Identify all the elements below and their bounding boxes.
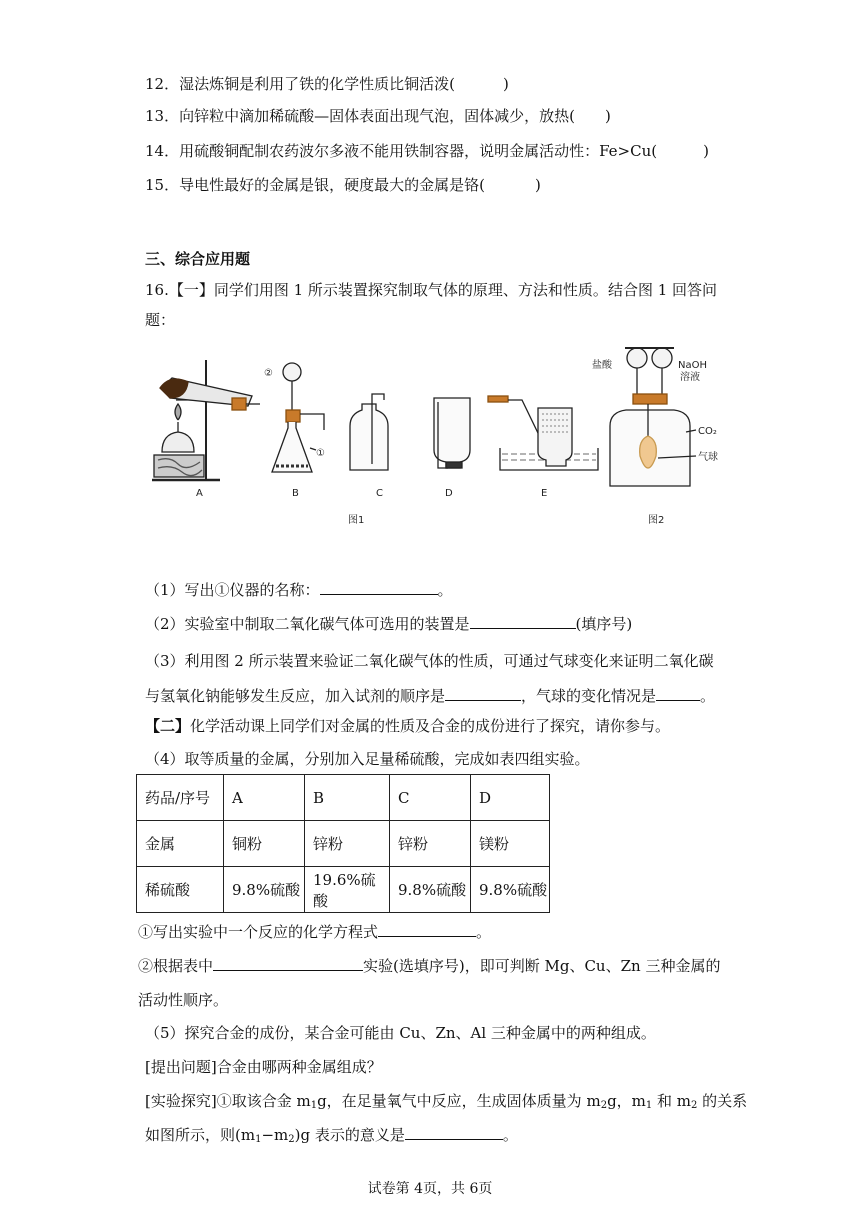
fig1-caption: 图1 xyxy=(348,515,365,526)
q16-part-3-text-b: ，气球的变化情况是 xyxy=(521,687,657,705)
table-cell: 镁粉 xyxy=(471,821,550,867)
question-12-text: 12．湿法炼铜是利用了铁的化学性质比铜活泼( xyxy=(145,75,455,93)
question-12-close: ) xyxy=(502,75,509,93)
q16-part-4-1 xyxy=(138,922,491,942)
exp-text-e: 的关系 xyxy=(697,1092,748,1110)
q16-part-4-2-cont: 活动性顺序。 xyxy=(138,991,229,1009)
exp-text-b: g，在足量氧气中反应，生成固体质量为 m xyxy=(317,1092,601,1110)
question-15-text: 15．导电性最好的金属是银，硬度最大的金属是铬( xyxy=(145,176,485,194)
fig2-caption: 图2 xyxy=(648,515,665,526)
exp2-text-b: −m xyxy=(261,1126,289,1144)
label-d: D xyxy=(445,488,453,499)
q16-part-5-question: [提出问题]合金由哪两种金属组成？ xyxy=(145,1058,382,1076)
table-cell: 锌粉 xyxy=(390,821,471,867)
marker-2: ② xyxy=(264,368,273,379)
answer-blank-2[interactable] xyxy=(470,614,576,629)
apparatus-figure xyxy=(140,330,720,530)
table-row xyxy=(137,867,550,913)
q16-intro-line-2: 题： xyxy=(145,311,176,329)
q16-part-2-end: (填序号) xyxy=(575,615,633,633)
marker-1: ① xyxy=(316,448,325,459)
section-title: 三、综合应用题 xyxy=(145,250,251,268)
q16-part-4-1-end: 。 xyxy=(476,923,492,941)
q16-part-5: （5）探究合金的成份，某合金可能由 Cu、Zn、Al 三种金属中的两种组成。 xyxy=(145,1024,656,1042)
part-2-text: 化学活动课上同学们对金属的性质及合金的成份进行了探究，请你参与。 xyxy=(190,717,671,735)
q16-part-1 xyxy=(145,580,453,600)
q16-part-1-text: （1）写出①仪器的名称： xyxy=(145,581,320,599)
table-cell: 9.8%硫酸 xyxy=(224,867,305,913)
apparatus-a xyxy=(152,360,260,480)
question-13 xyxy=(145,106,611,126)
exp-text-a: [实验探究]①取该合金 m xyxy=(145,1092,311,1110)
answer-blank-4-2[interactable] xyxy=(213,956,363,971)
q16-part-2 xyxy=(145,614,632,634)
apparatus-e xyxy=(488,396,598,470)
sub-1: 1 xyxy=(255,1134,262,1145)
q16-part-4-2-text-a: ②根据表中 xyxy=(138,957,214,975)
q16-part-5-exp-1 xyxy=(145,1091,747,1116)
answer-blank-1[interactable] xyxy=(320,580,438,595)
label-a: A xyxy=(196,488,203,499)
question-14-text: 14．用硫酸铜配制农药波尔多液不能用铁制容器，说明金属活动性：Fe>Cu( xyxy=(145,142,658,160)
q16-intro-line-1: 16.【一】同学们用图 1 所示装置探究制取气体的原理、方法和性质。结合图 1 回答问 xyxy=(145,281,718,299)
question-13-close: ) xyxy=(604,107,611,125)
table-cell: 铜粉 xyxy=(224,821,305,867)
answer-blank-3a[interactable] xyxy=(445,686,521,701)
exp2-text-c: )g 表示的意义是 xyxy=(294,1126,405,1144)
question-14 xyxy=(145,141,709,161)
fig2-label-naoh-2: 溶液 xyxy=(680,372,700,383)
label-b: B xyxy=(292,488,299,499)
q16-part-4: （4）取等质量的金属，分别加入足量稀硫酸，完成如表四组实验。 xyxy=(145,750,590,768)
label-e: E xyxy=(541,488,548,499)
q16-part-1-end: 。 xyxy=(437,581,453,599)
table-cell: C xyxy=(390,775,471,821)
exp2-text-d: 。 xyxy=(502,1126,518,1144)
label-c: C xyxy=(376,488,383,499)
table-cell: 稀硫酸 xyxy=(137,867,224,913)
part-2-intro xyxy=(145,716,670,736)
exp-text-d: 和 m xyxy=(652,1092,692,1110)
fig2-label-co2: CO₂ xyxy=(698,426,717,437)
page-footer: 试卷第 4页，共 6页 xyxy=(367,1181,493,1197)
q16-part-3-line-2 xyxy=(145,686,715,706)
question-13-text: 13．向锌粒中滴加稀硫酸—固体表面出现气泡，固体减少，放热( xyxy=(145,107,575,125)
sub-1: 1 xyxy=(645,1100,653,1111)
q16-part-4-2-text-b: 实验(选填序号)，即可判断 Mg、Cu、Zn 三种金属的 xyxy=(363,957,721,975)
sub-1: 1 xyxy=(310,1100,318,1111)
q16-part-5-exp-2 xyxy=(145,1125,518,1150)
question-15 xyxy=(145,175,541,195)
fig2-label-balloon: 气球 xyxy=(698,452,718,463)
answer-blank-4-1[interactable] xyxy=(378,922,476,937)
apparatus-c xyxy=(350,394,388,470)
question-15-close: ) xyxy=(534,176,541,194)
table-cell: 19.6%硫酸 xyxy=(305,867,390,913)
sub-2: 2 xyxy=(691,1100,698,1111)
q16-part-3-text-a: 与氢氧化钠能够发生反应，加入试剂的顺序是 xyxy=(145,687,446,705)
exp2-text-a: 如图所示，则(m xyxy=(145,1126,256,1144)
part-2-tag: 【二】 xyxy=(145,717,191,735)
table-cell: 药品/序号 xyxy=(137,775,224,821)
fig2-label-hcl: 盐酸 xyxy=(592,360,612,371)
q16-part-4-2 xyxy=(138,956,720,976)
table-cell: 9.8%硫酸 xyxy=(471,867,550,913)
table-cell: 锌粉 xyxy=(305,821,390,867)
question-14-close: ) xyxy=(703,142,709,160)
answer-blank-3b[interactable] xyxy=(656,686,700,701)
table-cell: 9.8%硫酸 xyxy=(390,867,471,913)
table-cell: D xyxy=(471,775,550,821)
q16-part-4-1-text: ①写出实验中一个反应的化学方程式 xyxy=(138,923,379,941)
table-cell: A xyxy=(224,775,305,821)
q16-part-2-text: （2）实验室中制取二氧化碳气体可选用的装置是 xyxy=(145,615,470,633)
table-cell: B xyxy=(305,775,390,821)
table-row xyxy=(137,821,550,867)
fig2-label-naoh-1: NaOH xyxy=(678,360,707,371)
answer-blank-5[interactable] xyxy=(405,1125,503,1140)
exp-text-c: g，m xyxy=(607,1092,646,1110)
q16-part-3-line-1: （3）利用图 2 所示装置来验证二氧化碳气体的性质，可通过气球变化来证明二氧化碳 xyxy=(145,652,714,670)
question-12 xyxy=(145,74,509,94)
sub-2: 2 xyxy=(288,1134,295,1145)
experiment-table xyxy=(136,774,550,913)
q16-part-3-text-c: 。 xyxy=(700,687,716,705)
sub-2: 2 xyxy=(600,1100,608,1111)
table-cell: 金属 xyxy=(137,821,224,867)
table-row xyxy=(137,775,550,821)
apparatus-d xyxy=(434,398,470,468)
